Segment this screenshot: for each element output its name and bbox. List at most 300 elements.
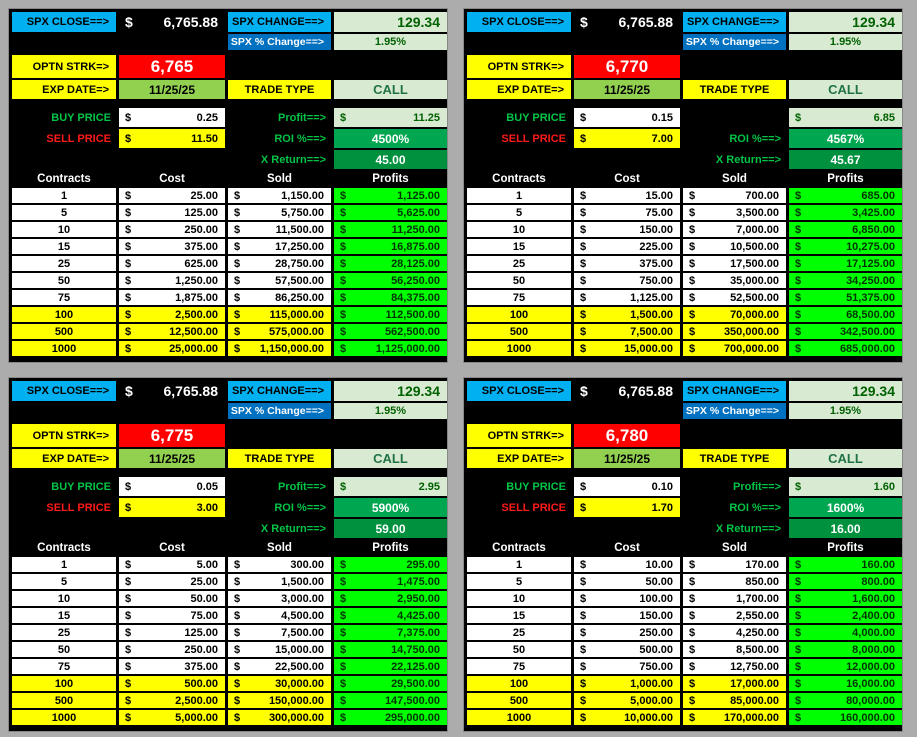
profit-cell[interactable] — [789, 341, 902, 356]
sold-cell[interactable] — [683, 693, 786, 708]
option-strike-value[interactable]: 6,775 — [119, 424, 225, 447]
sold-cell[interactable] — [228, 642, 331, 657]
profit-cell[interactable] — [334, 273, 447, 288]
sold-cell[interactable] — [228, 693, 331, 708]
sold-cell[interactable] — [228, 222, 331, 237]
cost-cell[interactable] — [574, 273, 680, 288]
profit-number: 685,000.00 — [839, 342, 895, 355]
dollar-sign: $ — [689, 558, 696, 571]
cost-cell[interactable] — [574, 642, 680, 657]
profit-cell[interactable] — [789, 290, 902, 305]
contracts-cell[interactable]: 50 — [467, 273, 571, 288]
spx-change-value[interactable]: 129.34 — [789, 12, 902, 32]
spx-close-value[interactable] — [574, 12, 680, 32]
contracts-cell[interactable]: 75 — [12, 659, 116, 674]
dollar-sign: $ — [125, 325, 132, 338]
cost-column-header: Cost — [614, 541, 640, 554]
profit-cell[interactable] — [334, 222, 447, 237]
buy-price-input[interactable] — [119, 477, 225, 496]
dollar-sign: $ — [125, 480, 132, 493]
cost-cell[interactable] — [119, 557, 225, 572]
option-strike-panel — [8, 377, 448, 732]
profit-cell[interactable] — [789, 188, 902, 203]
cost-cell[interactable] — [119, 273, 225, 288]
spacer — [467, 101, 899, 108]
sell-price-input[interactable] — [119, 498, 225, 517]
roi-label: ROI %==> — [729, 501, 781, 514]
sold-number: 3,000.00 — [281, 592, 324, 605]
spx-close-number: 6,765.88 — [618, 383, 673, 399]
profit-cell[interactable] — [789, 557, 902, 572]
spx-change-value[interactable]: 129.34 — [334, 12, 447, 32]
sold-cell[interactable] — [228, 608, 331, 623]
dollar-sign: $ — [340, 677, 347, 690]
contracts-cell[interactable]: 15 — [467, 239, 571, 254]
dollar-sign: $ — [234, 609, 241, 622]
contracts-cell[interactable]: 1000 — [12, 341, 116, 356]
dollar-sign: $ — [125, 342, 132, 355]
contracts-table-row — [467, 307, 899, 322]
roi-value[interactable]: 4500% — [334, 129, 447, 148]
spx-pct-change-value[interactable]: 1.95% — [789, 34, 902, 50]
sold-cell[interactable] — [683, 188, 786, 203]
cost-cell[interactable] — [119, 188, 225, 203]
cost-cell[interactable] — [574, 307, 680, 322]
contracts-cell[interactable]: 5 — [467, 574, 571, 589]
option-strike-value[interactable]: 6,765 — [119, 55, 225, 78]
sold-cell[interactable] — [228, 591, 331, 606]
sold-number: 1,150,000.00 — [259, 342, 324, 355]
sold-cell[interactable] — [683, 341, 786, 356]
spacer — [12, 470, 444, 477]
sold-cell[interactable] — [228, 659, 331, 674]
contracts-table-row — [467, 222, 899, 237]
profit-cell[interactable] — [334, 591, 447, 606]
dollar-sign: $ — [580, 609, 587, 622]
sold-cell[interactable] — [228, 676, 331, 691]
cost-cell[interactable] — [119, 642, 225, 657]
sold-cell[interactable] — [683, 273, 786, 288]
contracts-table-row — [12, 188, 444, 203]
contracts-cell[interactable]: 1 — [12, 557, 116, 572]
cost-cell[interactable] — [119, 608, 225, 623]
profit-cell[interactable] — [334, 557, 447, 572]
contracts-cell[interactable]: 100 — [467, 676, 571, 691]
profit-value[interactable] — [334, 477, 447, 496]
contracts-cell[interactable]: 100 — [12, 676, 116, 691]
dollar-sign: $ — [580, 308, 587, 321]
cost-cell[interactable] — [119, 239, 225, 254]
profit-cell[interactable] — [334, 324, 447, 339]
cost-cell[interactable] — [574, 591, 680, 606]
spx-pct-change-label: SPX % Change==> — [228, 403, 331, 419]
cost-cell[interactable] — [119, 591, 225, 606]
contracts-table-row — [467, 693, 899, 708]
sold-cell[interactable] — [228, 625, 331, 640]
option-strike-value[interactable]: 6,780 — [574, 424, 680, 447]
profit-cell[interactable] — [789, 574, 902, 589]
sold-cell[interactable] — [683, 256, 786, 271]
cost-number: 12,500.00 — [169, 325, 218, 338]
profit-number: 295,000.00 — [384, 711, 440, 724]
sold-number: 22,500.00 — [275, 660, 324, 673]
cost-number: 75.00 — [190, 609, 218, 622]
dollar-sign: $ — [580, 325, 587, 338]
profit-cell[interactable] — [789, 273, 902, 288]
profit-cell[interactable] — [334, 608, 447, 623]
spx-close-value[interactable] — [119, 12, 225, 32]
dollar-sign: $ — [234, 660, 241, 673]
sold-cell[interactable] — [683, 625, 786, 640]
exp-date-value[interactable]: 11/25/25 — [119, 449, 225, 468]
sold-cell[interactable] — [228, 256, 331, 271]
profit-cell[interactable] — [334, 659, 447, 674]
spx-pct-change-value[interactable]: 1.95% — [789, 403, 902, 419]
cost-cell[interactable] — [574, 693, 680, 708]
sold-cell[interactable] — [228, 324, 331, 339]
sold-cell[interactable] — [228, 205, 331, 220]
cost-cell[interactable] — [119, 341, 225, 356]
profit-cell[interactable] — [789, 693, 902, 708]
profit-value[interactable] — [789, 108, 902, 127]
cost-cell[interactable] — [574, 222, 680, 237]
sold-cell[interactable] — [228, 557, 331, 572]
option-strike-value[interactable]: 6,770 — [574, 55, 680, 78]
blank-cell — [119, 150, 225, 169]
sold-number: 1,150.00 — [281, 189, 324, 202]
contracts-cell[interactable]: 10 — [12, 222, 116, 237]
profit-cell[interactable] — [789, 222, 902, 237]
cost-cell[interactable] — [119, 222, 225, 237]
contracts-table-row — [467, 642, 899, 657]
contracts-cell[interactable]: 100 — [467, 307, 571, 322]
profit-cell[interactable] — [789, 642, 902, 657]
buy-price-input[interactable] — [574, 477, 680, 496]
dollar-sign: $ — [795, 558, 802, 571]
sold-number: 575,000.00 — [268, 325, 324, 338]
dollar-sign: $ — [340, 694, 347, 707]
sell-price-input[interactable] — [574, 129, 680, 148]
sold-cell[interactable] — [228, 273, 331, 288]
trade-type-value[interactable]: CALL — [334, 449, 447, 468]
dollar-sign: $ — [234, 626, 241, 639]
cost-cell[interactable] — [119, 324, 225, 339]
buy-price-input[interactable] — [574, 108, 680, 127]
dollar-sign: $ — [340, 575, 347, 588]
dollar-sign: $ — [234, 677, 241, 690]
dollar-sign: $ — [689, 189, 696, 202]
sell-price-label: SELL PRICE — [46, 501, 111, 514]
roi-value[interactable]: 4567% — [789, 129, 902, 148]
dollar-sign: $ — [795, 274, 802, 287]
sold-cell[interactable] — [228, 307, 331, 322]
sold-cell[interactable] — [683, 324, 786, 339]
sold-cell[interactable] — [683, 591, 786, 606]
contracts-cell[interactable]: 50 — [12, 273, 116, 288]
rows-host — [467, 557, 899, 725]
cost-cell[interactable] — [119, 710, 225, 725]
cost-cell[interactable] — [119, 205, 225, 220]
x-return-value[interactable]: 59.00 — [334, 519, 447, 538]
profit-value[interactable] — [789, 477, 902, 496]
dollar-sign: $ — [689, 308, 696, 321]
cost-cell[interactable] — [119, 307, 225, 322]
cost-cell[interactable] — [574, 239, 680, 254]
sold-cell[interactable] — [228, 574, 331, 589]
contracts-cell[interactable]: 1 — [12, 188, 116, 203]
contracts-cell[interactable]: 50 — [12, 642, 116, 657]
contracts-cell[interactable]: 25 — [12, 625, 116, 640]
contracts-cell[interactable]: 10 — [12, 591, 116, 606]
sold-cell[interactable] — [683, 642, 786, 657]
blank-cell — [683, 424, 786, 447]
profit-cell[interactable] — [789, 256, 902, 271]
contracts-cell[interactable]: 75 — [467, 659, 571, 674]
sell-price-input[interactable] — [119, 129, 225, 148]
profit-number: 160.00 — [861, 558, 895, 571]
dollar-sign: $ — [580, 14, 588, 30]
trade-type-value[interactable]: CALL — [334, 80, 447, 99]
contracts-cell[interactable]: 10 — [467, 222, 571, 237]
trade-type-label: TRADE TYPE — [683, 80, 786, 99]
profit-number: 1,475.00 — [397, 575, 440, 588]
spx-pct-change-label: SPX % Change==> — [683, 403, 786, 419]
profit-cell[interactable] — [334, 239, 447, 254]
profit-cell[interactable] — [334, 693, 447, 708]
exp-date-value[interactable]: 11/25/25 — [119, 80, 225, 99]
cost-cell[interactable] — [119, 625, 225, 640]
spx-change-value[interactable]: 129.34 — [334, 381, 447, 401]
roi-value[interactable]: 5900% — [334, 498, 447, 517]
profit-cell[interactable] — [334, 710, 447, 725]
sold-number: 17,500.00 — [730, 257, 779, 270]
dollar-sign: $ — [340, 592, 347, 605]
dollar-sign: $ — [340, 240, 347, 253]
spx-pct-change-value[interactable]: 1.95% — [334, 403, 447, 419]
dollar-sign: $ — [689, 257, 696, 270]
contracts-table-row — [12, 710, 444, 725]
dollar-sign: $ — [580, 342, 587, 355]
dollar-sign: $ — [340, 626, 347, 639]
trade-type-value[interactable]: CALL — [789, 449, 902, 468]
profit-value[interactable] — [334, 108, 447, 127]
cost-cell[interactable] — [574, 574, 680, 589]
exp-date-value[interactable]: 11/25/25 — [574, 449, 680, 468]
option-strike-label: OPTN STRK=> — [467, 55, 571, 78]
contracts-table-row — [12, 659, 444, 674]
cost-cell[interactable] — [574, 608, 680, 623]
x-return-value[interactable]: 45.67 — [789, 150, 902, 169]
sold-number: 17,000.00 — [730, 677, 779, 690]
profit-number: 80,000.00 — [846, 694, 895, 707]
profit-cell[interactable] — [334, 341, 447, 356]
profit-cell[interactable] — [789, 591, 902, 606]
profit-cell[interactable] — [789, 710, 902, 725]
sold-number: 35,000.00 — [730, 274, 779, 287]
cost-number: 100.00 — [639, 592, 673, 605]
contracts-table-row — [467, 676, 899, 691]
contracts-cell[interactable]: 15 — [12, 239, 116, 254]
spx-close-value[interactable] — [574, 381, 680, 401]
profit-number: 4,425.00 — [397, 609, 440, 622]
profit-cell[interactable] — [789, 307, 902, 322]
profit-cell[interactable] — [789, 676, 902, 691]
profit-number: 562,500.00 — [384, 325, 440, 338]
cost-cell[interactable] — [574, 659, 680, 674]
sold-column-header: Sold — [267, 172, 292, 185]
profit-cell[interactable] — [334, 676, 447, 691]
profit-cell[interactable] — [334, 256, 447, 271]
profit-cell[interactable] — [789, 324, 902, 339]
contracts-table-row — [12, 324, 444, 339]
profit-cell[interactable] — [789, 608, 902, 623]
contracts-cell[interactable]: 5 — [467, 205, 571, 220]
spx-change-label: SPX CHANGE==> — [228, 381, 331, 401]
profit-number: 16,000.00 — [846, 677, 895, 690]
sold-number: 350,000.00 — [723, 325, 779, 338]
sold-cell[interactable] — [228, 290, 331, 305]
profit-cell[interactable] — [789, 205, 902, 220]
contracts-cell[interactable]: 500 — [12, 693, 116, 708]
profit-cell[interactable] — [334, 188, 447, 203]
profit-cell[interactable] — [334, 574, 447, 589]
contracts-table-row — [12, 591, 444, 606]
x-return-value[interactable]: 16.00 — [789, 519, 902, 538]
contracts-cell[interactable]: 75 — [467, 290, 571, 305]
profits-column-header: Profits — [372, 172, 409, 185]
contracts-cell[interactable]: 1 — [467, 188, 571, 203]
sold-cell[interactable] — [683, 307, 786, 322]
dollar-sign: $ — [795, 291, 802, 304]
dollar-sign: $ — [125, 677, 132, 690]
rows-host — [12, 557, 444, 725]
contracts-table-row — [467, 273, 899, 288]
cost-cell[interactable] — [574, 188, 680, 203]
sold-cell[interactable] — [683, 557, 786, 572]
cost-cell[interactable] — [574, 205, 680, 220]
cost-cell[interactable] — [574, 557, 680, 572]
profit-cell[interactable] — [789, 239, 902, 254]
profit-number: 17,125.00 — [846, 257, 895, 270]
cost-cell[interactable] — [119, 659, 225, 674]
contracts-cell[interactable]: 15 — [467, 608, 571, 623]
profit-cell[interactable] — [334, 307, 447, 322]
contracts-cell[interactable]: 75 — [12, 290, 116, 305]
spacer — [12, 101, 444, 108]
x-return-value[interactable]: 45.00 — [334, 150, 447, 169]
profits-column-header: Profits — [372, 541, 409, 554]
dollar-sign: $ — [795, 111, 802, 124]
cost-cell[interactable] — [574, 710, 680, 725]
blank-cell — [574, 403, 680, 419]
profit-number: 68,500.00 — [846, 308, 895, 321]
spx-pct-change-value[interactable]: 1.95% — [334, 34, 447, 50]
contracts-cell[interactable]: 5 — [12, 205, 116, 220]
buy-price-input[interactable] — [119, 108, 225, 127]
contracts-cell[interactable]: 500 — [12, 324, 116, 339]
profit-cell[interactable] — [789, 659, 902, 674]
profit-cell[interactable] — [334, 625, 447, 640]
spx-close-value[interactable] — [119, 381, 225, 401]
contracts-cell[interactable]: 50 — [467, 642, 571, 657]
cost-cell[interactable] — [119, 676, 225, 691]
cost-cell[interactable] — [119, 574, 225, 589]
contracts-cell[interactable]: 1000 — [467, 341, 571, 356]
sold-cell[interactable] — [228, 188, 331, 203]
cost-number: 25.00 — [190, 575, 218, 588]
sell-price-input[interactable] — [574, 498, 680, 517]
profit-cell[interactable] — [334, 290, 447, 305]
contracts-table-row — [467, 608, 899, 623]
sold-cell[interactable] — [683, 290, 786, 305]
dollar-sign: $ — [125, 592, 132, 605]
contracts-cell[interactable]: 15 — [12, 608, 116, 623]
sold-cell[interactable] — [683, 676, 786, 691]
cost-cell[interactable] — [574, 324, 680, 339]
sold-cell[interactable] — [228, 710, 331, 725]
sold-cell[interactable] — [683, 659, 786, 674]
cost-cell[interactable] — [574, 676, 680, 691]
buy-price-number: 0.25 — [196, 111, 218, 124]
sold-number: 4,250.00 — [736, 626, 779, 639]
sold-cell[interactable] — [683, 608, 786, 623]
cost-cell[interactable] — [574, 625, 680, 640]
spx-change-value[interactable]: 129.34 — [789, 381, 902, 401]
contracts-cell[interactable]: 5 — [12, 574, 116, 589]
contracts-table-row — [12, 693, 444, 708]
sold-cell[interactable] — [683, 239, 786, 254]
sold-cell[interactable] — [228, 341, 331, 356]
cost-cell[interactable] — [574, 290, 680, 305]
blank-cell — [12, 34, 116, 50]
sold-cell[interactable] — [683, 710, 786, 725]
contracts-cell[interactable]: 500 — [467, 324, 571, 339]
cost-cell[interactable] — [119, 290, 225, 305]
sold-number: 7,000.00 — [736, 223, 779, 236]
contracts-cell[interactable]: 25 — [467, 256, 571, 271]
sold-cell[interactable] — [683, 205, 786, 220]
profit-cell[interactable] — [789, 625, 902, 640]
contracts-cell[interactable]: 10 — [467, 591, 571, 606]
contracts-cell[interactable]: 1000 — [12, 710, 116, 725]
profit-cell[interactable] — [334, 205, 447, 220]
contracts-cell[interactable]: 25 — [467, 625, 571, 640]
cost-number: 750.00 — [639, 274, 673, 287]
cost-cell[interactable] — [574, 341, 680, 356]
buy-price-label: BUY PRICE — [51, 111, 111, 124]
profit-cell[interactable] — [334, 642, 447, 657]
contracts-cell[interactable]: 1000 — [467, 710, 571, 725]
contracts-cell[interactable]: 500 — [467, 693, 571, 708]
sold-number: 10,500.00 — [730, 240, 779, 253]
sold-cell[interactable] — [228, 239, 331, 254]
sold-cell[interactable] — [683, 222, 786, 237]
contracts-cell[interactable]: 100 — [12, 307, 116, 322]
sell-price-number: 7.00 — [651, 132, 673, 145]
trade-type-value[interactable]: CALL — [789, 80, 902, 99]
sold-cell[interactable] — [683, 574, 786, 589]
cost-cell[interactable] — [574, 256, 680, 271]
roi-value[interactable]: 1600% — [789, 498, 902, 517]
dollar-sign: $ — [125, 694, 132, 707]
exp-date-value[interactable]: 11/25/25 — [574, 80, 680, 99]
contracts-cell[interactable]: 25 — [12, 256, 116, 271]
dollar-sign: $ — [125, 257, 132, 270]
cost-cell[interactable] — [119, 256, 225, 271]
contracts-cell[interactable]: 1 — [467, 557, 571, 572]
cost-cell[interactable] — [119, 693, 225, 708]
blank-cell — [467, 34, 571, 50]
